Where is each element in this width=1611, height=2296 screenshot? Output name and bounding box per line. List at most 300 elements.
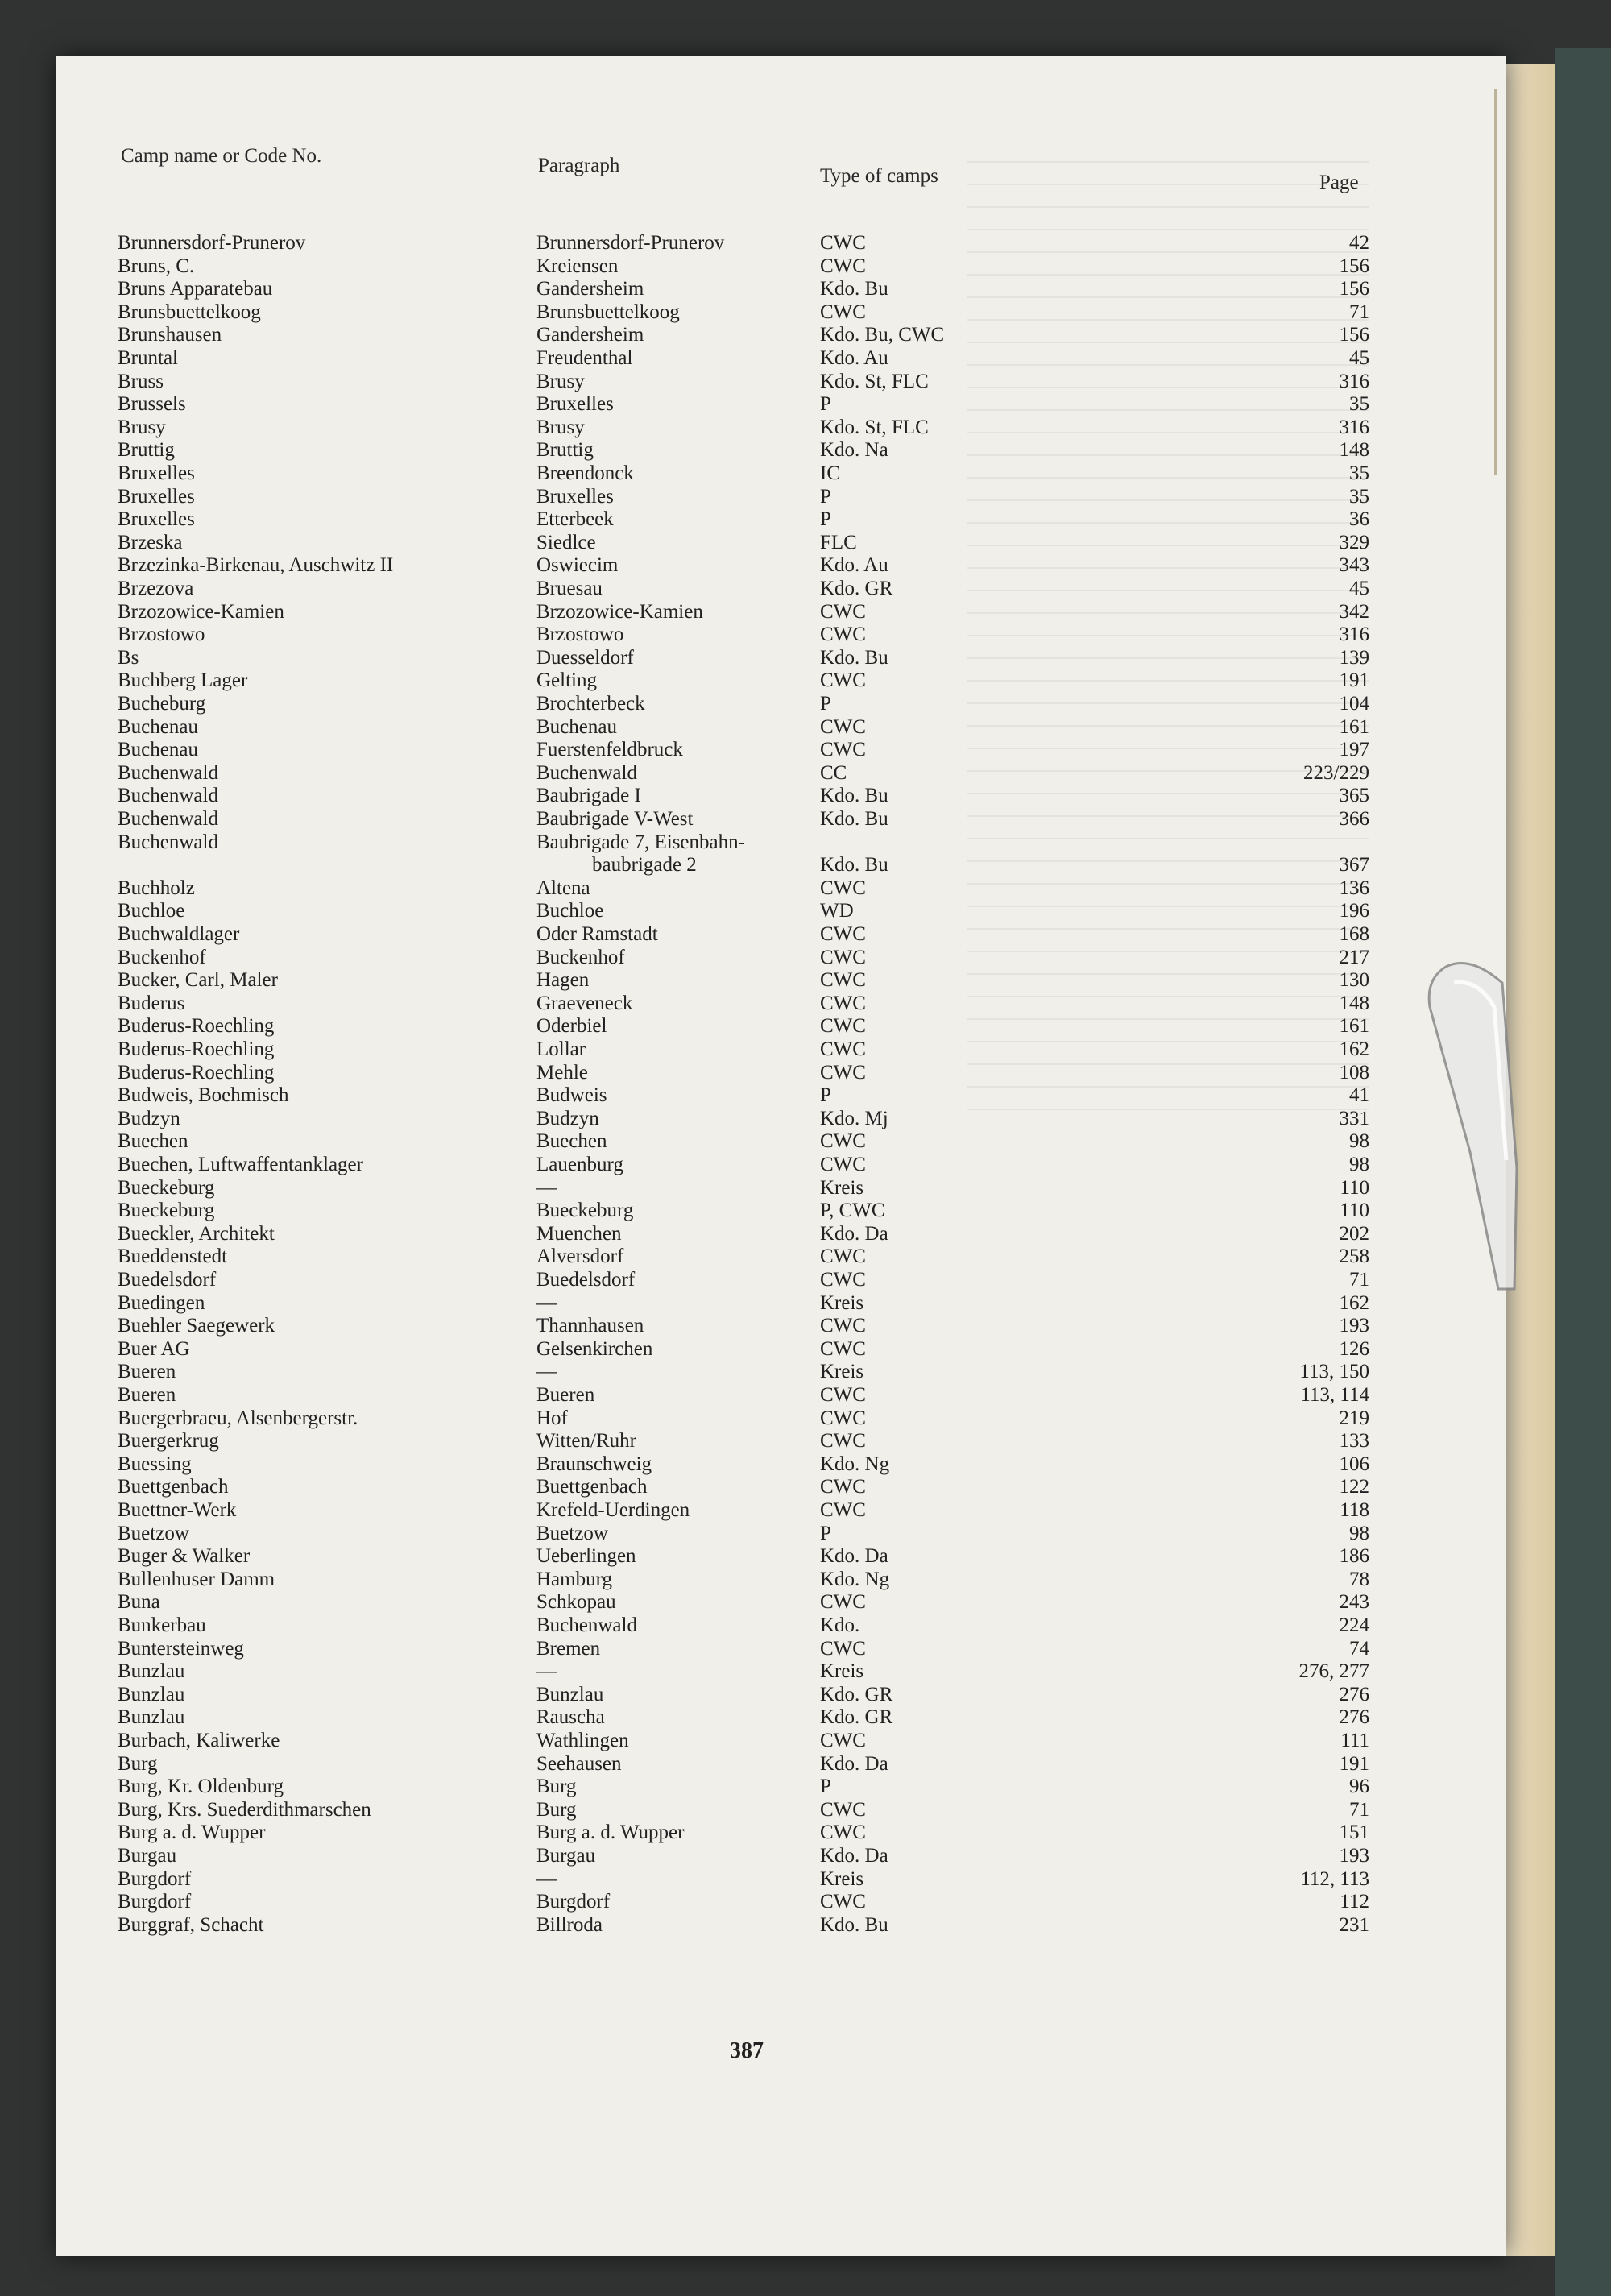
camp-type-cell: IC: [820, 462, 840, 484]
camp-type-cell: Kdo. Da: [820, 1545, 888, 1568]
paragraph-cell: Oderbiel: [536, 1015, 607, 1038]
camp-type-cell: P: [820, 508, 831, 531]
paragraph-cell: Muenchen: [536, 1222, 622, 1245]
paragraph-cell: Brusy: [536, 416, 585, 438]
table-row: [0, 808, 1611, 831]
camp-name-cell: Bunzlau: [118, 1683, 185, 1705]
camp-type-cell: Kdo. St, FLC: [820, 370, 929, 392]
camp-name-cell: Buchenwald: [118, 761, 218, 784]
camp-type-cell: Kdo. Bu: [820, 785, 888, 807]
table-row: [0, 1062, 1611, 1085]
camp-type-cell: Kreis: [820, 1660, 864, 1683]
table-row: [0, 601, 1611, 624]
table-row: [0, 1338, 1611, 1361]
table-row: [0, 1523, 1611, 1546]
camp-type-cell: CWC: [820, 1015, 866, 1038]
paragraph-cell: Baubrigade I: [536, 785, 641, 807]
paragraph-cell: Freudenthal: [536, 347, 633, 369]
table-row: [0, 301, 1611, 325]
table-row: [0, 232, 1611, 255]
paragraph-cell: Schkopau: [536, 1591, 616, 1614]
camp-name-cell: Bruns, C.: [118, 255, 195, 277]
camp-type-cell: CWC: [820, 946, 866, 968]
table-row: [0, 532, 1611, 555]
camp-type-cell: CWC: [820, 1798, 866, 1821]
camp-name-cell: Burgdorf: [118, 1867, 192, 1890]
page-ref-cell: 98: [1349, 1154, 1369, 1175]
camp-name-cell: Buedelsdorf: [118, 1269, 217, 1291]
table-row: [0, 1453, 1611, 1477]
table-row: [0, 1545, 1611, 1569]
camp-type-cell: CWC: [820, 992, 866, 1014]
table-row: [0, 1384, 1611, 1407]
page-ref-cell: 191: [1339, 669, 1369, 692]
camp-name-cell: Brussels: [118, 393, 186, 416]
page-number: 387: [730, 2038, 764, 2063]
table-row: [0, 739, 1611, 762]
camp-name-cell: Brzezova: [118, 578, 194, 599]
camp-type-cell: CWC: [820, 1337, 866, 1360]
page-ref-cell: 276: [1339, 1683, 1369, 1705]
camp-type-cell: CWC: [820, 255, 866, 277]
column-header-page: Page: [1319, 172, 1359, 193]
column-header-type: Type of camps: [820, 165, 938, 187]
paragraph-cell: Burgdorf: [536, 1891, 611, 1913]
page-ref-cell: 191: [1339, 1752, 1369, 1775]
camp-type-cell: CWC: [820, 1407, 866, 1429]
camp-name-cell: Burg a. d. Wupper: [118, 1821, 266, 1844]
page-ref-cell: 136: [1339, 877, 1369, 899]
camp-name-cell: Bruntal: [118, 347, 178, 369]
camp-type-cell: WD: [820, 900, 854, 922]
table-row: [0, 1245, 1611, 1269]
page-ref-cell: 139: [1339, 646, 1369, 669]
camp-name-cell: Bullenhuser Damm: [118, 1568, 275, 1590]
camp-name-cell: Bunkerbau: [118, 1614, 206, 1636]
paragraph-cell: Brzozowice-Kamien: [536, 600, 703, 623]
page-ref-cell: 342: [1339, 600, 1369, 623]
camp-type-cell: FLC: [820, 531, 857, 553]
paragraph-cell: Rauscha: [536, 1706, 605, 1729]
camp-type-cell: Kdo. Ng: [820, 1453, 890, 1475]
table-row: [0, 1799, 1611, 1822]
camp-type-cell: CWC: [820, 1476, 866, 1498]
paragraph-cell: Buettgenbach: [536, 1476, 648, 1498]
page-ref-cell: 331: [1339, 1107, 1369, 1129]
paragraph-cell: Duesseldorf: [536, 646, 634, 669]
paragraph-cell: —: [536, 1291, 557, 1314]
camp-type-cell: Kdo. Au: [820, 347, 888, 369]
paragraph-cell: Kreiensen: [536, 255, 619, 277]
table-row: [0, 1315, 1611, 1338]
paragraph-cell: Burgau: [536, 1845, 596, 1867]
page-ref-cell: 219: [1339, 1407, 1369, 1429]
camp-name-cell: Buettgenbach: [118, 1476, 229, 1498]
page-ref-cell: 112: [1340, 1891, 1369, 1913]
page-ref-cell: 104: [1339, 693, 1369, 715]
camp-name-cell: Brusy: [118, 416, 166, 438]
camp-type-cell: P: [820, 393, 831, 416]
camp-name-cell: Buergerkrug: [118, 1430, 219, 1453]
page-ref-cell: 36: [1349, 508, 1369, 531]
camp-type-cell: Kdo. St, FLC: [820, 416, 929, 438]
table-row: [0, 1730, 1611, 1753]
page-ref-cell: 41: [1349, 1084, 1369, 1107]
page-ref-cell: 151: [1339, 1821, 1369, 1844]
camp-name-cell: Buchloe: [118, 900, 185, 922]
table-row: [0, 1821, 1611, 1845]
table-row: [0, 877, 1611, 901]
camp-name-cell: Burg, Kr. Oldenburg: [118, 1776, 284, 1798]
camp-name-cell: Buchholz: [118, 877, 195, 899]
page-ref-cell: 133: [1339, 1430, 1369, 1453]
camp-type-cell: Kdo. Na: [820, 439, 888, 462]
camp-type-cell: CWC: [820, 1154, 866, 1175]
paragraph-cell: Gandersheim: [536, 278, 644, 300]
camp-type-cell: CC: [820, 761, 847, 784]
camp-name-cell: Bueckler, Architekt: [118, 1222, 275, 1245]
page-ref-cell: 113, 150: [1299, 1361, 1369, 1383]
camp-name-cell: Brunshausen: [118, 324, 222, 346]
camp-name-cell: Buchberg Lager: [118, 669, 248, 692]
paragraph-cell: Gelsenkirchen: [536, 1337, 653, 1360]
page-ref-cell: 122: [1339, 1476, 1369, 1498]
paragraph-cell: Mehle: [536, 1061, 588, 1084]
page-ref-cell: 71: [1349, 300, 1369, 323]
page-ref-cell: 96: [1349, 1776, 1369, 1798]
camp-name-cell: Bruxelles: [118, 485, 195, 508]
table-row: [0, 1292, 1611, 1316]
camp-name-cell: Buettner-Werk: [118, 1499, 237, 1521]
page-ref-cell: 118: [1340, 1499, 1369, 1521]
paragraph-cell: Braunschweig: [536, 1453, 652, 1475]
paragraph-cell: Lauenburg: [536, 1154, 623, 1175]
camp-type-cell: CWC: [820, 1269, 866, 1291]
camp-type-cell: P: [820, 1084, 831, 1107]
paragraph-cell: Etterbeek: [536, 508, 614, 531]
camp-type-cell: Kdo. Da: [820, 1222, 888, 1245]
paragraph-cell: Bruesau: [536, 578, 603, 599]
camp-type-cell: CWC: [820, 1315, 866, 1337]
camp-type-cell: CWC: [820, 1130, 866, 1153]
paragraph-cell: Buetzow: [536, 1522, 608, 1544]
paragraph-cell: Oswiecim: [536, 554, 619, 577]
page-ref-cell: 193: [1339, 1845, 1369, 1867]
camp-type-cell: CWC: [820, 1499, 866, 1521]
camp-type-cell: Kdo. Au: [820, 554, 888, 577]
paragraph-cell: Bunzlau: [536, 1683, 604, 1705]
camp-type-cell: Kdo. Bu: [820, 1913, 888, 1936]
paragraph-cell: —: [536, 1660, 557, 1683]
paragraph-cell: Buckenhof: [536, 946, 625, 968]
camp-name-cell: Burg: [118, 1752, 158, 1775]
page-ref-cell: 130: [1339, 969, 1369, 992]
camp-type-cell: Kreis: [820, 1176, 864, 1199]
paragraph-cell: Hamburg: [536, 1568, 612, 1590]
paragraph-cell: Buchenwald: [536, 761, 637, 784]
page-ref-cell: 161: [1339, 1015, 1369, 1038]
paragraph-cell: Krefeld-Uerdingen: [536, 1499, 690, 1521]
page-ref-cell: 148: [1339, 992, 1369, 1014]
camp-type-cell: CWC: [820, 1821, 866, 1844]
page-ref-cell: 367: [1339, 854, 1369, 877]
camp-name-cell: Buchwaldlager: [118, 923, 240, 945]
page-ref-cell: 161: [1339, 715, 1369, 738]
camp-name-cell: Buedingen: [118, 1291, 205, 1314]
camp-name-cell: Bunzlau: [118, 1706, 185, 1729]
page-ref-cell: 156: [1339, 255, 1369, 277]
table-row: [0, 1776, 1611, 1799]
camp-name-cell: Bucker, Carl, Maler: [118, 969, 278, 992]
camp-name-cell: Bruxelles: [118, 462, 195, 484]
camp-type-cell: P: [820, 485, 831, 508]
paragraph-cell: Breendonck: [536, 462, 634, 484]
paragraph-cell: Budweis: [536, 1084, 607, 1107]
camp-name-cell: Bruss: [118, 370, 164, 392]
paragraph-cell: Siedlce: [536, 531, 596, 553]
table-row: [0, 1154, 1611, 1177]
page-ref-cell: 126: [1339, 1337, 1369, 1360]
camp-type-cell: Kdo. Da: [820, 1752, 888, 1775]
camp-type-cell: Kdo. Mj: [820, 1107, 888, 1129]
camp-name-cell: Buntersteinweg: [118, 1637, 244, 1660]
table-row: [0, 831, 1611, 855]
paragraph-cell: Buchenwald: [536, 1614, 637, 1636]
camp-name-cell: Brunsbuettelkoog: [118, 300, 261, 323]
paragraph-cell: Burg: [536, 1798, 577, 1821]
camp-type-cell: CWC: [820, 1384, 866, 1406]
table-row: [0, 1891, 1611, 1914]
table-row: [0, 462, 1611, 486]
paragraph-cell: —: [536, 1867, 557, 1890]
camp-type-cell: CWC: [820, 1591, 866, 1614]
table-row: [0, 923, 1611, 947]
page-ref-cell: 196: [1339, 900, 1369, 922]
paragraph-cell: Wathlingen: [536, 1730, 629, 1751]
camp-type-cell: Kreis: [820, 1361, 864, 1383]
camp-type-cell: CWC: [820, 1430, 866, 1453]
paragraph-cell: Brzostowo: [536, 624, 624, 646]
paragraph-cell: Buedelsdorf: [536, 1269, 636, 1291]
camp-type-cell: CWC: [820, 877, 866, 899]
paragraph-cell: Buechen: [536, 1130, 607, 1153]
table-row: [0, 1038, 1611, 1062]
camp-type-cell: Kdo. GR: [820, 1683, 893, 1705]
table-row: [0, 371, 1611, 394]
camp-name-cell: Buchenau: [118, 739, 198, 761]
table-row: [0, 578, 1611, 601]
page-ref-cell: 42: [1349, 232, 1369, 254]
camp-type-cell: CWC: [820, 1061, 866, 1084]
page-ref-cell: 365: [1339, 785, 1369, 807]
paragraph-cell: Lollar: [536, 1038, 586, 1060]
page-clip: [1422, 959, 1518, 1297]
table-row: [0, 947, 1611, 970]
page-ref-cell: 316: [1339, 624, 1369, 646]
camp-type-cell: Kdo. Bu: [820, 646, 888, 669]
paragraph-cell: —: [536, 1361, 557, 1383]
camp-type-cell: CWC: [820, 969, 866, 992]
table-row: [0, 1914, 1611, 1938]
camp-name-cell: Buchenwald: [118, 831, 218, 853]
page-ref-cell: 193: [1339, 1315, 1369, 1337]
table-row: [0, 762, 1611, 785]
camp-type-cell: Kdo. Bu: [820, 278, 888, 300]
camp-type-cell: CWC: [820, 1730, 866, 1751]
camp-name-cell: Brzezinka-Birkenau, Auschwitz II: [118, 554, 394, 577]
camp-name-cell: Burg, Krs. Suederdithmarschen: [118, 1798, 371, 1821]
camp-type-cell: Kdo. Da: [820, 1845, 888, 1867]
camp-name-cell: Buer AG: [118, 1337, 190, 1360]
camp-name-cell: Budzyn: [118, 1107, 180, 1129]
camp-name-cell: Bucheburg: [118, 693, 206, 715]
paragraph-cell: Graeveneck: [536, 992, 633, 1014]
page-ref-cell: 112, 113: [1300, 1867, 1369, 1890]
column-header-camp-name: Camp name or Code No.: [121, 145, 322, 167]
table-row: [0, 669, 1611, 693]
column-header-paragraph: Paragraph: [538, 155, 620, 176]
paragraph-cell: baubrigade 2: [592, 854, 697, 877]
page-ref-cell: 71: [1349, 1798, 1369, 1821]
paragraph-cell: Bueren: [536, 1384, 595, 1406]
table-row: [0, 255, 1611, 279]
page-ref-cell: 217: [1339, 946, 1369, 968]
camp-type-cell: CWC: [820, 923, 866, 945]
table-row: [0, 1638, 1611, 1661]
camp-name-cell: Bruns Apparatebau: [118, 278, 273, 300]
table-row: [0, 716, 1611, 740]
page-ref-cell: 243: [1339, 1591, 1369, 1614]
page-ref-cell: 71: [1349, 1269, 1369, 1291]
paragraph-cell: Burg a. d. Wupper: [536, 1821, 685, 1844]
paragraph-cell: Buchenau: [536, 715, 617, 738]
table-row: [0, 1015, 1611, 1038]
camp-name-cell: Buechen: [118, 1130, 188, 1153]
page-ref-cell: 110: [1340, 1200, 1369, 1222]
table-row: [0, 1660, 1611, 1684]
camp-type-cell: P: [820, 693, 831, 715]
camp-name-cell: Brunnersdorf-Prunerov: [118, 232, 306, 254]
page-ref-cell: 276: [1339, 1706, 1369, 1729]
camp-type-cell: P, CWC: [820, 1200, 885, 1222]
page-ref-cell: 35: [1349, 462, 1369, 484]
page-ref-cell: 113, 114: [1300, 1384, 1369, 1406]
table-row: [0, 554, 1611, 578]
page-ref-cell: 110: [1340, 1176, 1369, 1199]
table-row: [0, 1361, 1611, 1384]
paragraph-cell: Gelting: [536, 669, 597, 692]
camp-name-cell: Bruttig: [118, 439, 175, 462]
paragraph-cell: Fuerstenfeldbruck: [536, 739, 683, 761]
page-ref-cell: 276, 277: [1298, 1660, 1369, 1683]
camp-type-cell: P: [820, 1522, 831, 1544]
camp-type-cell: CWC: [820, 600, 866, 623]
camp-name-cell: Buderus: [118, 992, 185, 1014]
page-ref-cell: 45: [1349, 578, 1369, 599]
page-ref-cell: 231: [1339, 1913, 1369, 1936]
table-row: [0, 624, 1611, 647]
camp-type-cell: P: [820, 1776, 831, 1798]
camp-type-cell: Kreis: [820, 1867, 864, 1890]
camp-name-cell: Burgdorf: [118, 1891, 192, 1913]
paragraph-cell: Ueberlingen: [536, 1545, 636, 1568]
table-row: [0, 693, 1611, 716]
page-ref-cell: 98: [1349, 1130, 1369, 1153]
camp-name-cell: Bueren: [118, 1384, 176, 1406]
page-ref-cell: 78: [1349, 1568, 1369, 1590]
camp-name-cell: Buergerbraeu, Alsenbergerstr.: [118, 1407, 358, 1429]
paragraph-cell: Altena: [536, 877, 590, 899]
camp-name-cell: Bs: [118, 646, 139, 669]
camp-type-cell: CWC: [820, 1637, 866, 1660]
paragraph-cell: Buchloe: [536, 900, 604, 922]
paragraph-cell: Brunnersdorf-Prunerov: [536, 232, 725, 254]
table-row: [0, 1614, 1611, 1638]
camp-name-cell: Buessing: [118, 1453, 192, 1475]
page-ref-cell: 111: [1340, 1730, 1369, 1751]
camp-type-cell: Kdo. GR: [820, 1706, 893, 1729]
camp-name-cell: Buchenwald: [118, 785, 218, 807]
camp-type-cell: Kdo. Bu: [820, 854, 888, 877]
camp-name-cell: Bueckeburg: [118, 1200, 215, 1222]
table-row: [0, 1569, 1611, 1592]
table-row: [0, 278, 1611, 301]
camp-name-cell: Buckenhof: [118, 946, 206, 968]
table-row: [0, 1269, 1611, 1292]
table-row: [0, 1200, 1611, 1223]
paragraph-cell: Brochterbeck: [536, 693, 645, 715]
page-ref-cell: 98: [1349, 1522, 1369, 1544]
paragraph-cell: Alversdorf: [536, 1245, 624, 1268]
camp-name-cell: Buechen, Luftwaffentanklager: [118, 1154, 363, 1175]
table-row: [0, 1476, 1611, 1499]
paragraph-cell: Bueckeburg: [536, 1200, 634, 1222]
table-row: [0, 393, 1611, 417]
paragraph-cell: Billroda: [536, 1913, 603, 1936]
paragraph-cell: Witten/Ruhr: [536, 1430, 636, 1453]
camp-name-cell: Buderus-Roechling: [118, 1038, 275, 1060]
table-row: [0, 993, 1611, 1016]
camp-name-cell: Brzostowo: [118, 624, 205, 646]
camp-type-cell: CWC: [820, 1038, 866, 1060]
page-ref-cell: 35: [1349, 393, 1369, 416]
table-row: [0, 439, 1611, 462]
table-row: [0, 347, 1611, 371]
paragraph-cell: Hagen: [536, 969, 590, 992]
paragraph-cell: Baubrigade 7, Eisenbahn-: [536, 831, 745, 853]
page-ref-cell: 156: [1339, 324, 1369, 346]
table-row: [0, 1430, 1611, 1453]
table-row: [0, 969, 1611, 993]
camp-name-cell: Bruxelles: [118, 508, 195, 531]
page-ref-cell: 148: [1339, 439, 1369, 462]
page-ref-cell: 106: [1339, 1453, 1369, 1475]
camp-name-cell: Brzeska: [118, 531, 183, 553]
page-ref-cell: 343: [1339, 554, 1369, 577]
camp-type-cell: CWC: [820, 300, 866, 323]
table-row: [0, 486, 1611, 509]
paragraph-cell: Hof: [536, 1407, 568, 1429]
table-row: [0, 1591, 1611, 1614]
paragraph-cell: Bruxelles: [536, 485, 614, 508]
page-ref-cell: 202: [1339, 1222, 1369, 1245]
camp-type-cell: Kdo.: [820, 1614, 860, 1636]
page-ref-cell: 316: [1339, 370, 1369, 392]
camp-name-cell: Buderus-Roechling: [118, 1061, 275, 1084]
paragraph-cell: Seehausen: [536, 1752, 622, 1775]
camp-name-cell: Brzozowice-Kamien: [118, 600, 284, 623]
page-ref-cell: 329: [1339, 531, 1369, 553]
